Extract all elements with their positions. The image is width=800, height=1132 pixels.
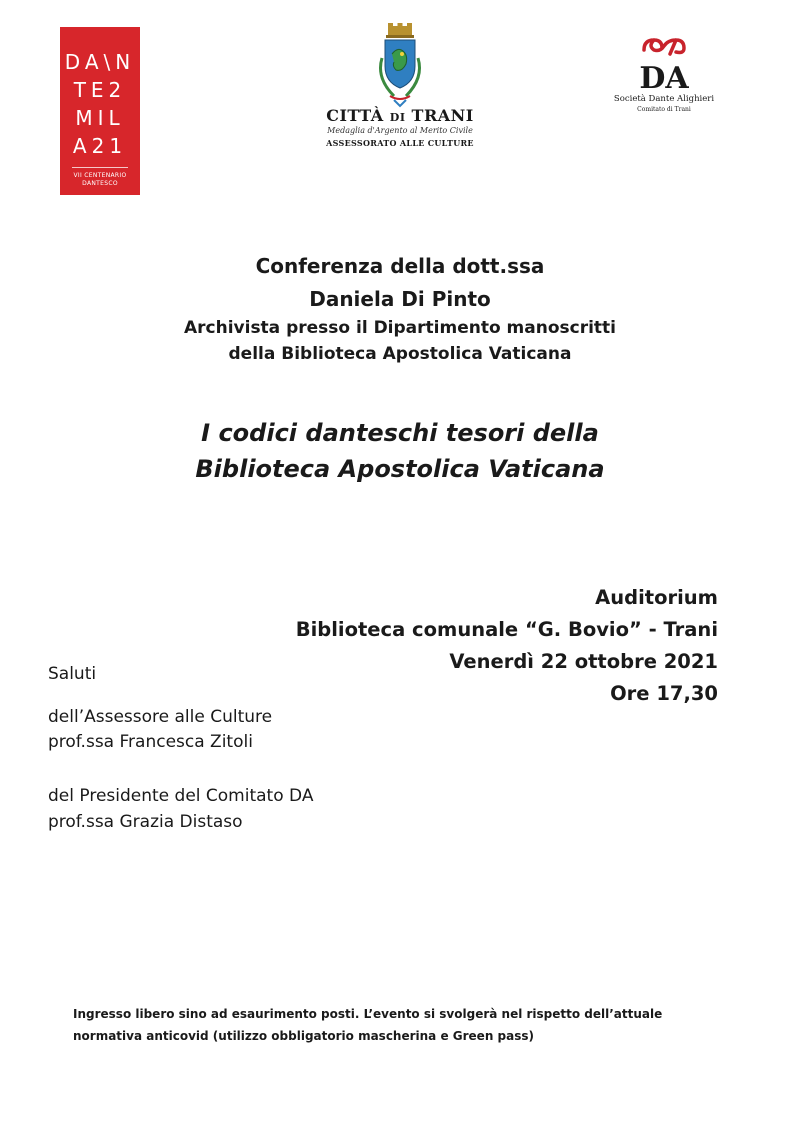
talk-title-line2: Biblioteca Apostolica Vaticana — [195, 455, 605, 483]
entry-notice: Ingresso libero sino ad esaurimento posti. L’evento si svolgerà nel rispetto dell’attuale — [73, 1007, 663, 1021]
societa-committee: Comitato di Trani — [637, 106, 691, 113]
logo-row: MIL — [75, 106, 125, 130]
trani-coat-of-arms-icon — [368, 22, 432, 108]
speaker-role-institution: della Biblioteca Apostolica Vaticana — [228, 344, 572, 364]
event-time: Ore 17,30 — [610, 682, 718, 705]
greeting-name: prof.ssa Francesca Zitoli — [48, 732, 253, 752]
conference-intro: Conferenza della dott.ssa — [255, 254, 545, 278]
talk-title: I codici danteschi tesori della — [201, 419, 599, 447]
city-name-di: DI — [389, 111, 406, 124]
greeting-role: dell’Assessore alle Culture — [48, 707, 273, 727]
city-name-city: TRANI — [411, 106, 474, 125]
city-name — [300, 106, 500, 125]
logo-divider — [72, 167, 128, 168]
entry-notice-covid: normativa anticovid (utilizzo obbligatorio mascherina e Green pass) — [73, 1029, 534, 1043]
societa-dante-alighieri-logo-icon — [634, 36, 694, 92]
greeting-role: del Presidente del Comitato DA — [48, 786, 314, 806]
speaker-role: Archivista presso il Dipartimento manoscritti — [183, 318, 617, 338]
greeting-name: prof.ssa Grazia Distaso — [48, 812, 243, 832]
logo-row: TE2 — [73, 78, 127, 102]
venue-library: Biblioteca comunale “G. Bovio” - Trani — [295, 618, 718, 641]
logo-tagline: VII CENTENARIO — [73, 172, 127, 179]
da-monogram: DA — [639, 61, 689, 92]
event-date: Venerdì 22 ottobre 2021 — [449, 650, 718, 673]
dante-2021-logo — [60, 27, 140, 195]
greetings-heading: Saluti — [48, 664, 97, 684]
logo-row: A21 — [72, 134, 128, 158]
venue-hall: Auditorium — [595, 586, 718, 609]
societa-name: Società Dante Alighieri — [613, 94, 715, 104]
logo-row: DA\N — [64, 50, 136, 74]
speaker-name: Daniela Di Pinto — [309, 287, 491, 311]
city-department: ASSESSORATO ALLE CULTURE — [326, 138, 474, 148]
logo-tagline: DANTESCO — [82, 180, 118, 187]
city-name-main: CITTÀ — [326, 106, 384, 125]
city-medal: Medaglia d'Argento al Merito Civile — [327, 126, 473, 135]
